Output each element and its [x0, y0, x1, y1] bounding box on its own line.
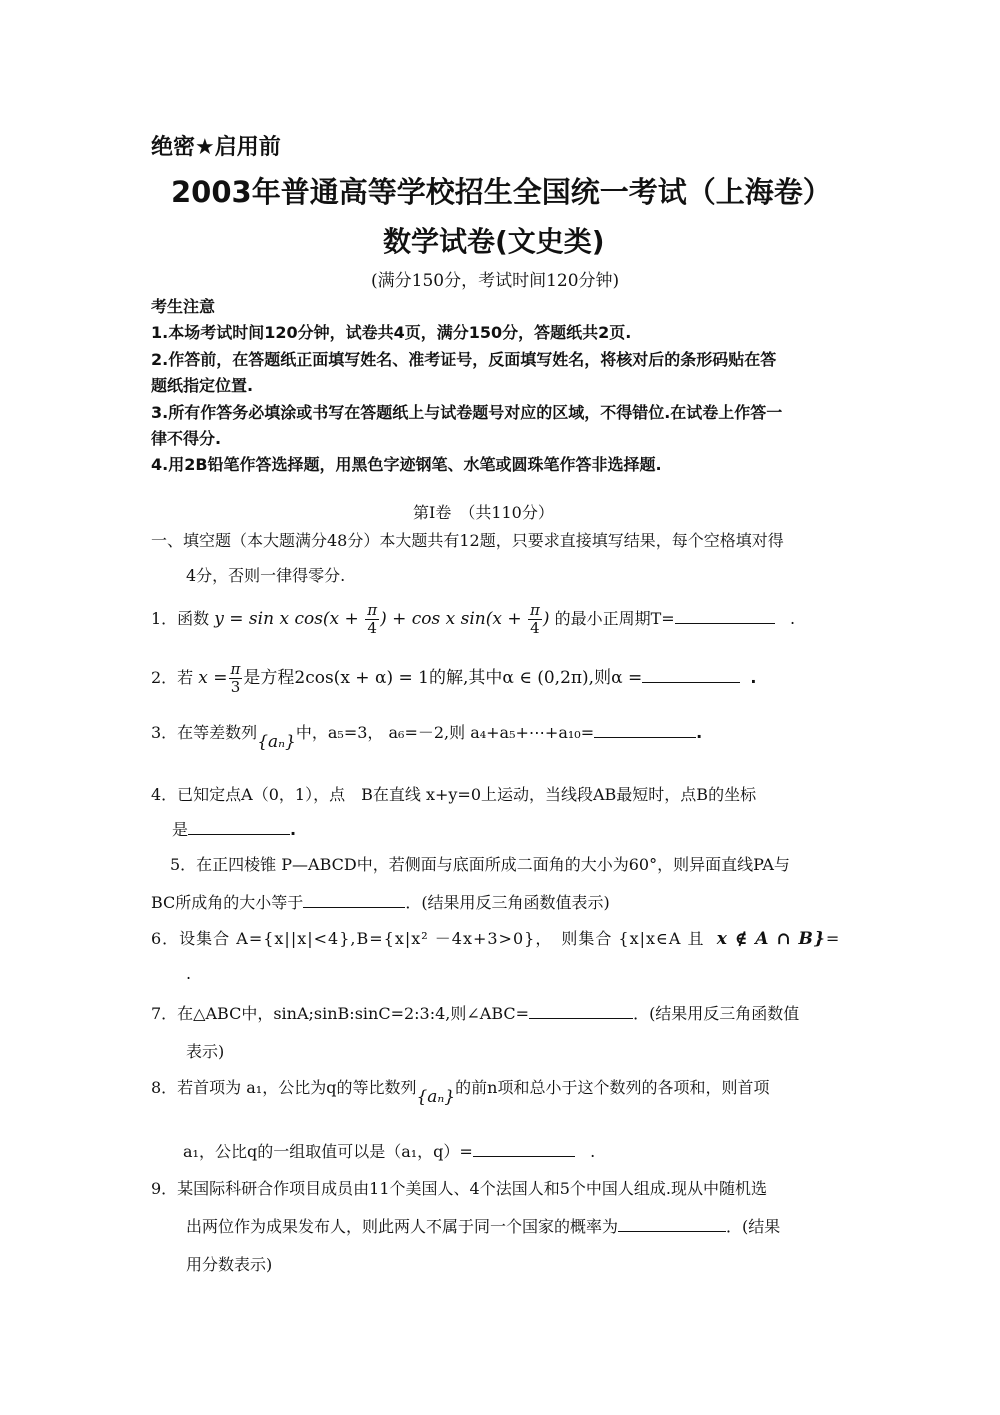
q1-fraction-2	[528, 603, 542, 636]
q7-line1: 7．在△ABC中，sinA;sinB:sinC=2:3:4,则∠ABC=	[151, 1004, 530, 1023]
question-4-cont	[172, 817, 296, 840]
q8-line1b: 的前n项和总小于这个数列的各项和，则首项	[455, 1078, 770, 1097]
part-heading: 第Ⅰ卷 （共110分）	[413, 503, 554, 522]
exam-subtitle: 数学试卷(文史类)	[383, 225, 605, 258]
answer-blank[interactable]	[473, 1140, 575, 1157]
question-8-cont	[183, 1139, 595, 1162]
notice-item: 律不得分.	[151, 429, 222, 448]
answer-blank[interactable]	[303, 891, 405, 908]
q2-text: 是方程2cos(x + α) = 1的解,其中α ∈ (0,2π),则α =	[243, 668, 643, 688]
q1-suffix: 的最小正周期T=	[554, 609, 675, 628]
q6-line1: 6．设集合 A={x||x|<4},B={x|x² －4x+3>0}， 则集合 {x|x∈A 且	[151, 929, 705, 948]
q2-frac-num: π	[230, 660, 241, 678]
q7-tail: ．(结果用反三角函数值	[633, 1004, 800, 1023]
notice-item: 题纸指定位置.	[151, 376, 254, 395]
notice-item: 3.所有作答务必填涂或书写在答题纸上与试卷题号对应的区域，不得错位.在试卷上作答一	[151, 403, 783, 422]
q4-line2: 是	[172, 820, 189, 839]
answer-blank[interactable]	[529, 1002, 633, 1019]
score-time-note: (满分150分，考试时间120分钟)	[371, 271, 620, 291]
q6-eq: =	[825, 929, 841, 948]
q8-sequence: {aₙ}	[416, 1086, 456, 1107]
q1-formula: y = sin x cos(x +	[214, 609, 365, 629]
q3-prefix: 3．在等差数列	[151, 723, 258, 742]
question-9: 9．某国际科研合作项目成员由11个美国人、4个法国人和5个中国人组成.现从中随机选	[151, 1179, 767, 1198]
section-instructions-cont: 4分，否则一律得零分.	[186, 566, 346, 585]
q9-line2: 出两位作为成果发布人，则此两人不属于同一个国家的概率为	[186, 1217, 619, 1236]
q1-frac2-den: 4	[530, 619, 540, 637]
question-5: 5．在正四棱锥 P—ABCD中，若侧面与底面所成二面角的大小为60°，则异面直线PA与	[170, 855, 790, 874]
answer-blank[interactable]	[642, 666, 740, 683]
question-9-cont	[186, 1214, 780, 1237]
section-instructions: 一、填空题（本大题满分48分）本大题共有12题，只要求直接填写结果，每个空格填对得	[151, 531, 784, 550]
q5-tail: ．(结果用反三角函数值表示)	[405, 893, 610, 912]
answer-blank[interactable]	[188, 818, 290, 835]
question-7	[151, 1001, 799, 1024]
q1-prefix: 1．函数	[151, 609, 210, 628]
question-6-cont: .	[186, 964, 192, 983]
q1-fraction	[365, 603, 379, 636]
q5-line2: BC所成角的大小等于	[151, 893, 304, 912]
notice-item: 1.本场考试时间120分钟，试卷共4页，满分150分，答题纸共2页.	[151, 323, 632, 342]
q2-x-eq: x =	[198, 668, 228, 688]
q2-fraction	[229, 662, 243, 695]
answer-blank[interactable]	[675, 607, 775, 624]
answer-blank[interactable]	[618, 1215, 726, 1232]
q2-tail: .	[750, 668, 757, 687]
question-8	[151, 1075, 770, 1107]
question-6	[151, 926, 840, 949]
q1-tail: .	[789, 609, 796, 628]
q3-sequence: {aₙ}	[257, 731, 296, 752]
question-7-cont: 表示)	[186, 1042, 225, 1061]
q3-text: 中，a₅=3， a₆=－2,则 a₄+a₅+⋯+a₁₀=	[295, 723, 595, 742]
question-2	[151, 662, 756, 695]
q9-tail: ．(结果	[726, 1217, 781, 1236]
q1-formula-end: )	[542, 609, 550, 629]
q8-tail: .	[590, 1142, 596, 1161]
q1-frac-den: 4	[367, 619, 377, 637]
q8-line1a: 8．若首项为 a₁，公比为q的等比数列	[151, 1078, 417, 1097]
question-1	[151, 603, 795, 636]
q2-frac-den: 3	[230, 678, 241, 696]
question-3	[151, 720, 703, 752]
q2-prefix: 2．若	[151, 668, 194, 687]
question-5-cont	[151, 890, 610, 913]
notice-heading: 考生注意	[151, 297, 216, 316]
exam-title: 2003年普通高等学校招生全国统一考试（上海卷）	[171, 175, 832, 209]
confidential-mark: 绝密★启用前	[151, 135, 281, 160]
notice-item: 4.用2B铅笔作答选择题，用黑色字迹钢笔、水笔或圆珠笔作答非选择题.	[151, 455, 662, 474]
answer-blank[interactable]	[594, 721, 696, 738]
q8-line2: a₁，公比q的一组取值可以是（a₁，q）=	[183, 1142, 473, 1161]
q6-formula: x ∉ A ∩ B}	[716, 929, 826, 949]
question-4: 4．已知定点A（0，1），点 B在直线 x+y=0上运动，当线段AB最短时，点B的坐标	[151, 785, 757, 804]
q1-frac2-num: π	[530, 601, 540, 619]
q4-tail: .	[290, 820, 297, 839]
q1-formula-mid: ) + cos x sin(x +	[380, 609, 528, 629]
q3-tail: .	[696, 723, 703, 742]
notice-item: 2.作答前，在答题纸正面填写姓名、准考证号，反面填写姓名，将核对后的条形码贴在答	[151, 350, 777, 369]
q1-frac-num: π	[367, 601, 378, 619]
question-9-cont2: 用分数表示)	[186, 1255, 273, 1274]
